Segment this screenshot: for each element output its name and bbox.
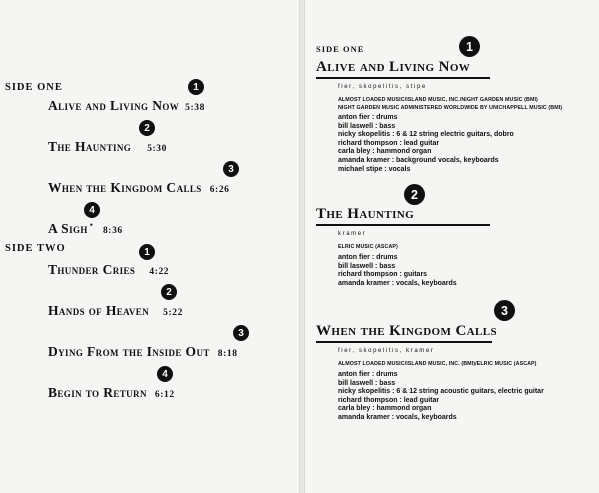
track-title: Dying From the Inside Out <box>48 344 210 359</box>
songwriters: fier, skopelitis, kramer <box>338 348 435 354</box>
track-duration: 4:22 <box>149 267 170 277</box>
musician-credits <box>338 371 544 423</box>
track-mark: • <box>89 220 93 230</box>
publishing-line: ALMOST LOADED MUSIC/ISLAND MUSIC, INC. (BMI)/ELRIC MUSIC (ASCAP) <box>338 361 537 367</box>
track-title: A Sigh <box>48 221 88 236</box>
track-number-badge: 4 <box>157 366 173 382</box>
track-title: The Haunting <box>316 206 415 222</box>
musician-credits <box>338 114 514 174</box>
track-number-badge: 2 <box>161 284 177 300</box>
credit-line: bill laswell : bass <box>338 122 396 130</box>
credit-line: richard thompson : lead guitar <box>338 139 440 147</box>
title-rule <box>316 341 492 343</box>
title-rule <box>316 224 490 226</box>
publishing-line: ELRIC MUSIC (ASCAP) <box>338 244 398 250</box>
track-duration: 8:18 <box>217 349 238 359</box>
credit-line: carla bley : hammond organ <box>338 148 432 156</box>
track-duration: 5:22 <box>163 308 183 318</box>
credit-line: carla bley : hammond organ <box>338 405 432 413</box>
credit-line: richard thompson : guitars <box>338 271 428 279</box>
credit-line: amanda kramer : vocals, keyboards <box>338 279 457 287</box>
track-row <box>48 384 175 402</box>
songwriters: fier, skopelitis, stipe <box>338 84 427 90</box>
track-number-badge: 2 <box>404 184 425 205</box>
track-number-badge: 1 <box>139 244 155 260</box>
track-duration: 8:36 <box>102 226 123 236</box>
musician-credits <box>338 254 457 288</box>
track-number-badge: 1 <box>459 36 480 57</box>
title-rule <box>316 77 490 79</box>
track-title: Alive and Living Now <box>316 59 471 75</box>
credit-line: amanda kramer : vocals, keyboards <box>338 413 457 421</box>
track-row <box>48 343 238 361</box>
track-title: When the Kingdom Calls <box>48 180 202 195</box>
track-row <box>48 138 167 156</box>
credit-line: nicky skopelitis : 6 & 12 string electric guitars, dobro <box>338 131 514 139</box>
track-row <box>48 261 169 279</box>
publishing-line: ALMOST LOADED MUSIC/ISLAND MUSIC, INC./NIGHT GARDEN MUSIC (BMI) <box>338 97 538 103</box>
track-number-badge: 3 <box>223 161 239 177</box>
track-number-badge: 2 <box>139 120 155 136</box>
credit-line: anton fier : drums <box>338 371 398 378</box>
credit-line: bill laswell : bass <box>338 262 396 270</box>
track-title: The Haunting <box>48 139 132 154</box>
track-title: Begin to Return <box>48 385 147 400</box>
side-one-label: SIDE ONE <box>316 44 365 54</box>
track-duration: 6:12 <box>154 390 175 400</box>
track-number-badge: 3 <box>494 300 515 321</box>
track-duration: 5:30 <box>147 144 168 154</box>
side-one-label: SIDE ONE <box>5 82 63 93</box>
track-title: When the Kingdom Calls <box>316 323 498 339</box>
credits-page <box>304 0 599 493</box>
side-two-label: SIDE TWO <box>5 243 66 254</box>
credit-line: anton fier : drums <box>338 114 398 121</box>
track-number-badge: 3 <box>233 325 249 341</box>
publishing-line: NIGHT GARDEN MUSIC ADMINISTERED WORLDWIDE BY UNICHAPPELL MUSIC (BMI) <box>338 105 563 111</box>
credit-line: michael stipe : vocals <box>338 165 411 173</box>
track-row <box>48 97 205 115</box>
track-row <box>48 302 183 320</box>
credit-line: amanda kramer : background vocals, keyboards <box>338 156 499 164</box>
track-row <box>48 179 230 197</box>
credit-line: anton fier : drums <box>338 254 398 261</box>
track-number-badge: 4 <box>84 202 100 218</box>
track-title: Thunder Cries <box>48 262 136 277</box>
track-duration: 5:38 <box>185 103 205 113</box>
track-duration: 6:26 <box>209 185 230 195</box>
songwriters: kramer <box>338 231 367 237</box>
credit-line: nicky skopelitis : 6 & 12 string acoustic guitars, electric guitar <box>338 388 544 396</box>
credit-line: richard thompson : lead guitar <box>338 396 440 404</box>
track-title: Alive and Living Now <box>48 98 180 113</box>
track-number-badge: 1 <box>188 79 204 95</box>
track-row <box>48 220 123 238</box>
track-title: Hands of Heaven <box>48 303 150 318</box>
credit-line: bill laswell : bass <box>338 379 396 387</box>
